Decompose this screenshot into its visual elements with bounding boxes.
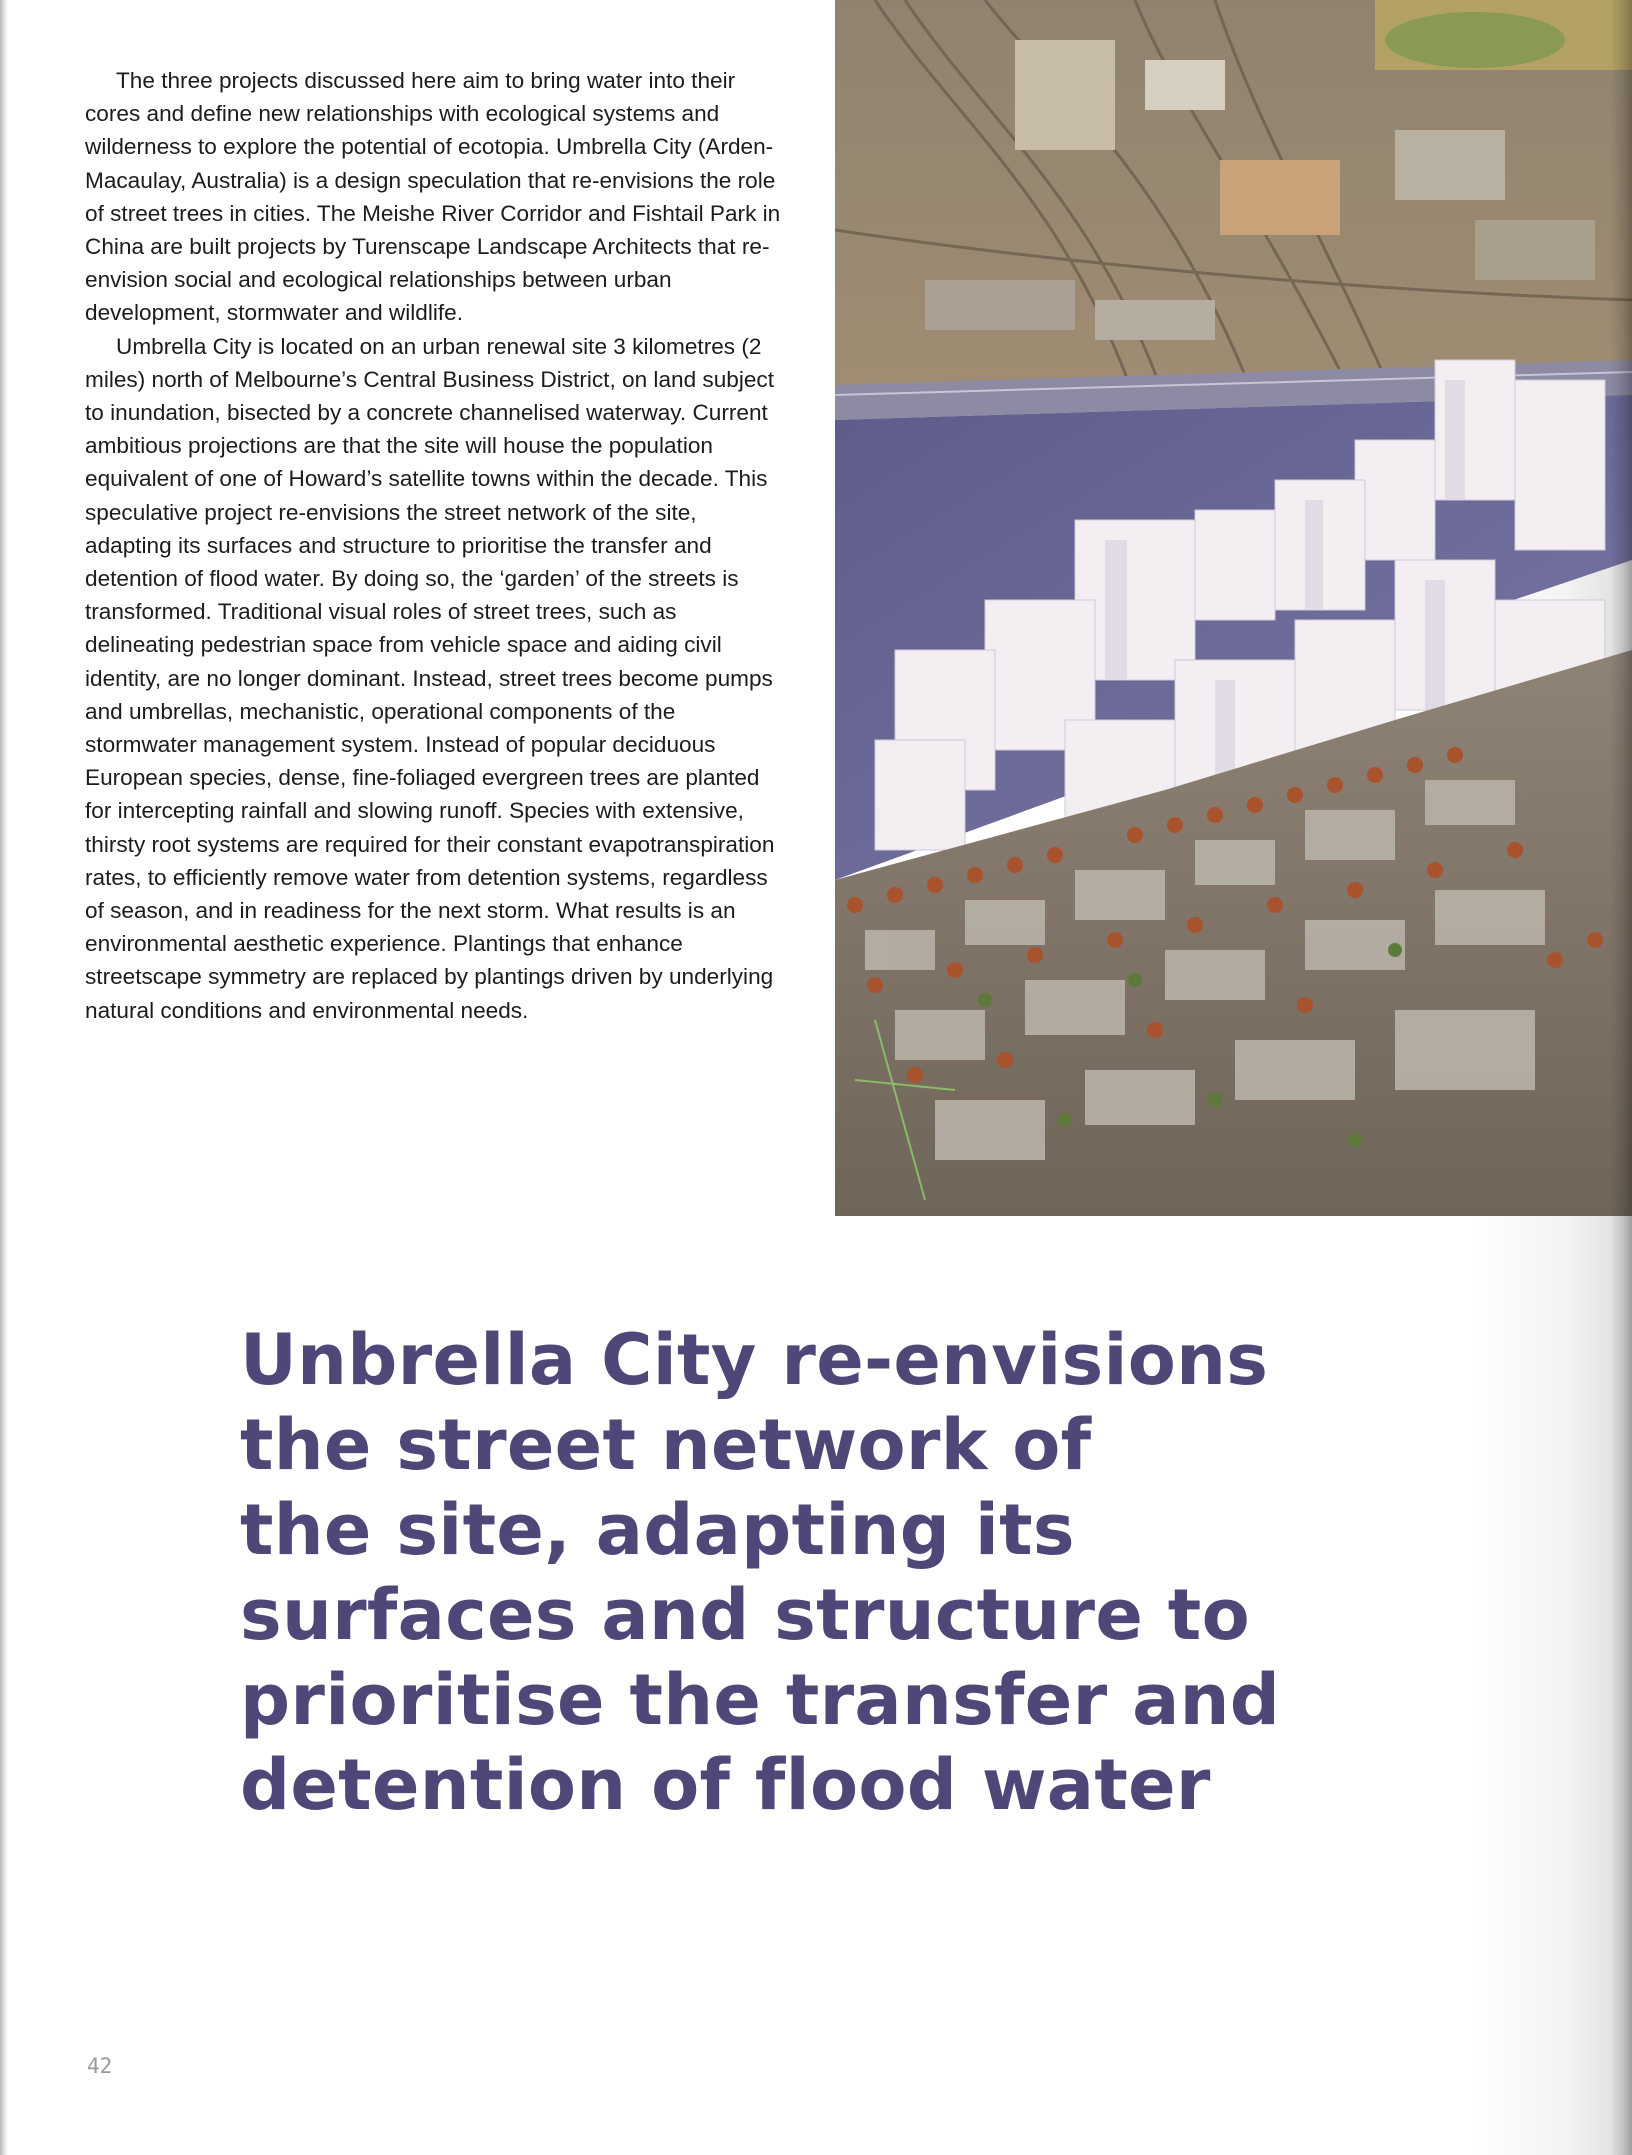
page-number: 42 <box>87 2054 113 2078</box>
book-spine-edge <box>0 0 8 2155</box>
pull-quote-line: detention of flood water <box>240 1744 1211 1826</box>
pull-quote-line: the street network of <box>240 1404 1092 1486</box>
pull-quote <box>240 1318 1380 1828</box>
article-paragraph-1: The three projects discussed here aim to bring water into their cores and define new relationships with ecological systems and wilderness to explore the potential of ecotopia. Umbrella City (Arden-Macaulay, Australia) is a design speculation that re-envisions the role of street trees in cities. The Meishe River Corridor and Fishtail Park in China are built projects by Turenscape Landscape Architects that re-envision social and ecological relationships between urban development, stormwater and wildlife. <box>85 68 781 326</box>
aerial-rendering-image <box>835 0 1632 1216</box>
pull-quote-line: Unbrella City re-envisions <box>240 1319 1269 1401</box>
pull-quote-line: surfaces and structure to <box>240 1574 1250 1656</box>
pull-quote-line: the site, adapting its <box>240 1489 1075 1571</box>
article-paragraph-2: Umbrella City is located on an urban renewal site 3 kilometres (2 miles) north of Melbourne’s Central Business District, on land subject to inundation, bisected by a concrete channelised waterway. Current ambitious projections are that the site will house the population equivalent of one of Howard’s satellite towns within the decade. This speculative project re-envisions the street network of the site, adapting its surfaces and structure to prioritise the transfer and detention of flood water. By doing so, the ‘garden’ of the streets is transformed. Traditional visual roles of street trees, such as delineating pedestrian space from vehicle space and aiding civil identity, are no longer dominant. Instead, street trees become pumps and umbrellas, mechanistic, operational components of the stormwater management system. Instead of popular deciduous European species, dense, fine-foliaged evergreen trees are planted for intercepting rainfall and slowing runoff. Species with extensive, thirsty root systems are required for their constant evapotranspiration rates, to efficiently remove water from detention systems, regardless of season, and in readiness for the next storm. What results is an environmental aesthetic experience. Plantings that enhance streetscape symmetry are replaced by plantings driven by underlying natural conditions and environmental needs. <box>85 333 775 1023</box>
page-edge-shadow <box>1610 0 1632 2155</box>
pull-quote-line: prioritise the transfer and <box>240 1659 1281 1741</box>
article-body <box>85 64 785 1027</box>
